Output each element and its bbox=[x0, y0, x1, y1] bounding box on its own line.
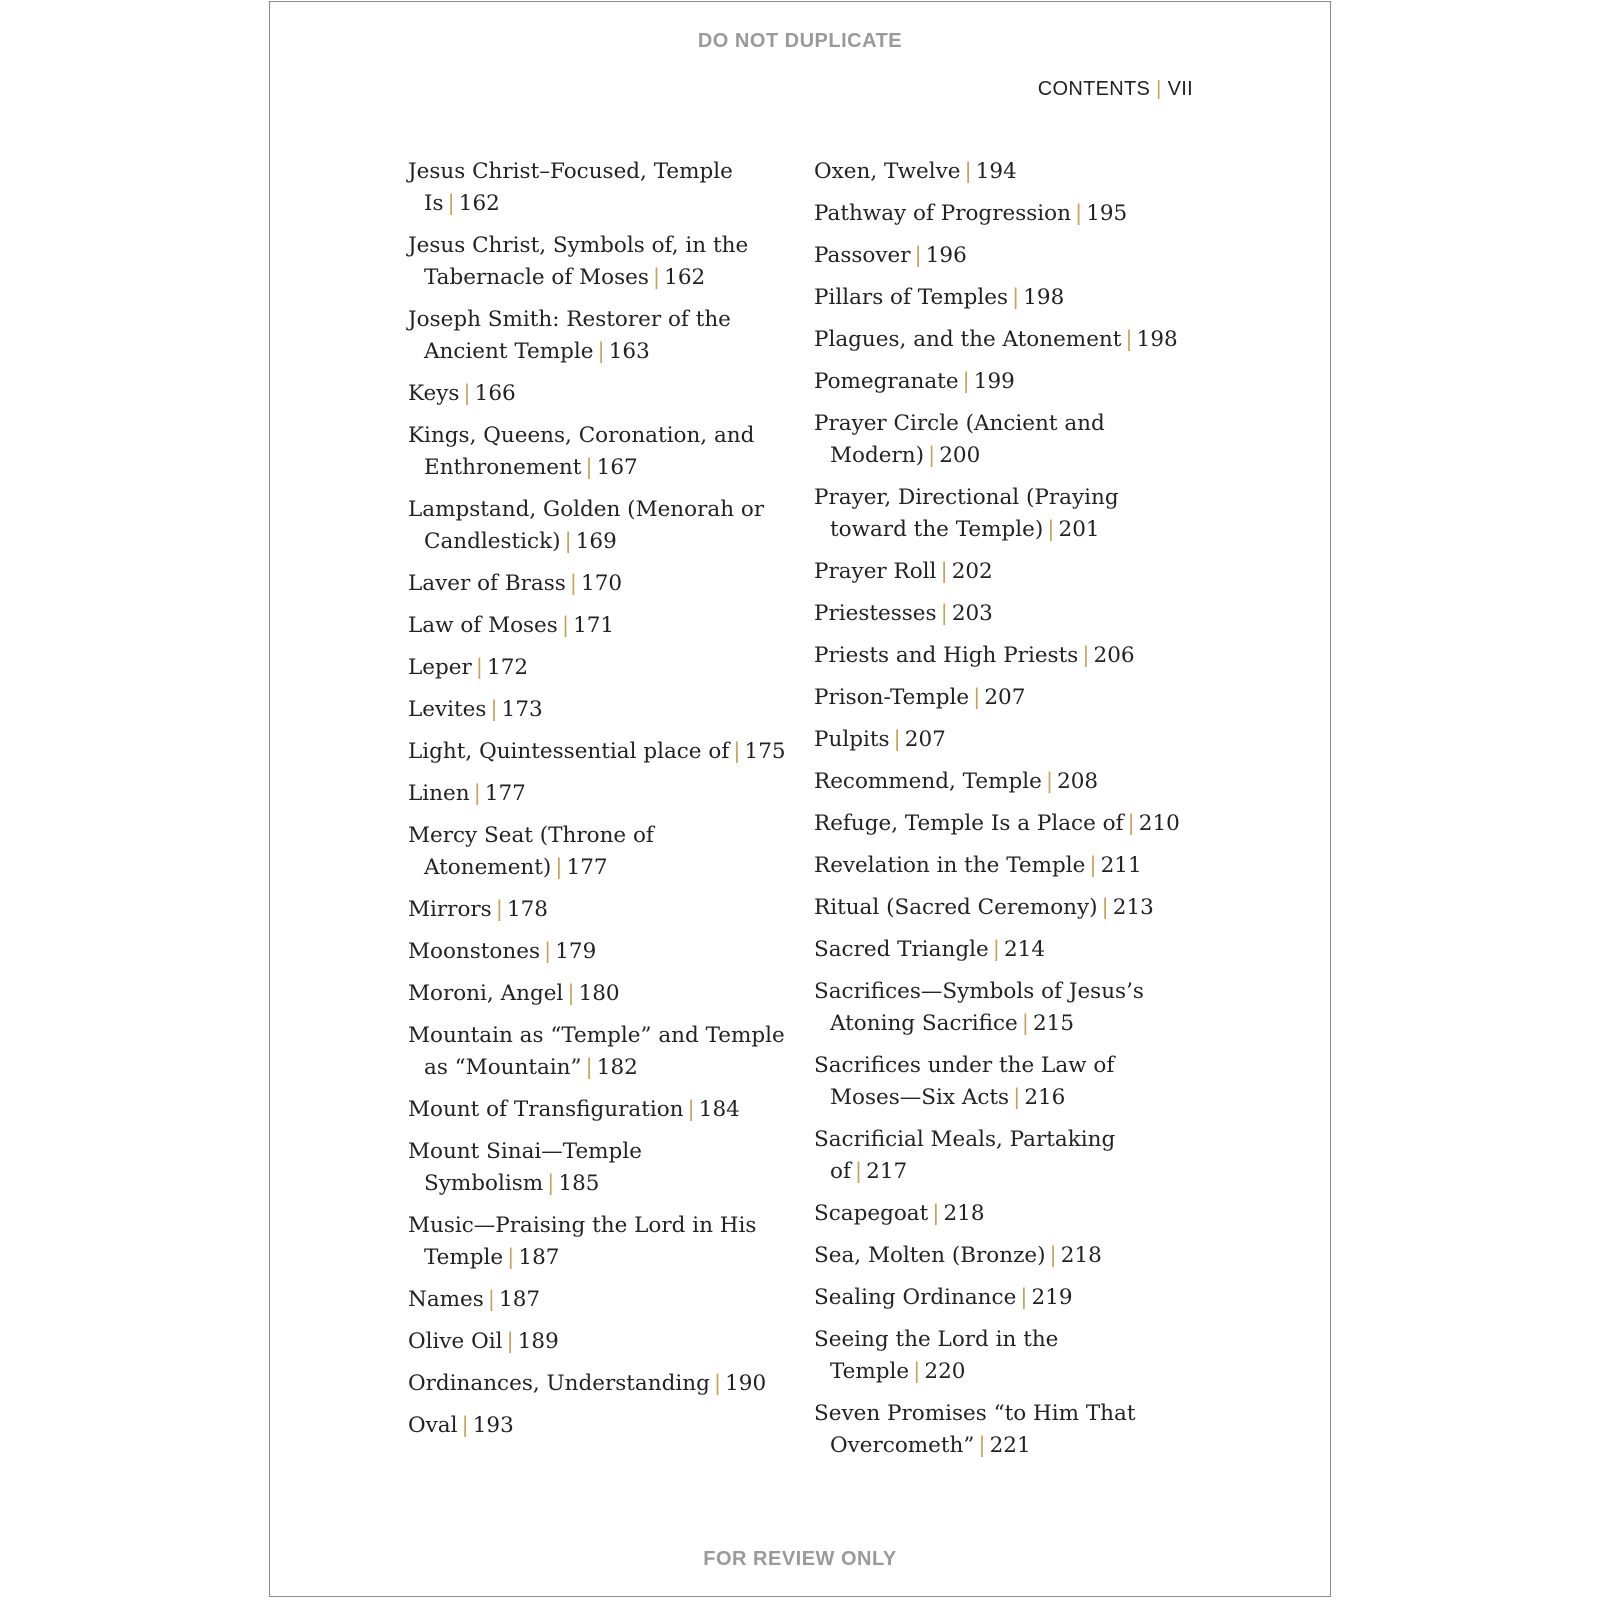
toc-entry-page: 173 bbox=[501, 697, 543, 722]
toc-entry-title: Music—Praising the Lord in His Temple bbox=[408, 1213, 757, 1270]
toc-entry bbox=[814, 724, 1184, 756]
toc-entry-title: Olive Oil bbox=[408, 1329, 503, 1354]
toc-entry-page: 166 bbox=[474, 381, 516, 406]
toc-entry-title: Sacrifices under the Law of Moses—Six Acts bbox=[814, 1053, 1115, 1110]
toc-entry-page: 175 bbox=[744, 739, 786, 764]
toc-entry-divider: | bbox=[561, 613, 570, 638]
toc-entry bbox=[408, 1094, 788, 1126]
watermark-bottom: FOR REVIEW ONLY bbox=[703, 1548, 897, 1570]
toc-entry bbox=[814, 1198, 1184, 1230]
contents-column-left bbox=[408, 156, 788, 1452]
toc-entry bbox=[408, 736, 788, 768]
toc-entry-divider: | bbox=[564, 529, 572, 554]
toc-entry bbox=[814, 1324, 1184, 1388]
toc-entry-title: Passover bbox=[814, 243, 911, 268]
toc-entry-title: Sea, Molten (Bronze) bbox=[814, 1243, 1046, 1268]
toc-entry-divider: | bbox=[1089, 853, 1097, 878]
toc-entry bbox=[814, 324, 1184, 356]
toc-entry-divider: | bbox=[507, 1245, 515, 1270]
toc-entry bbox=[408, 1284, 788, 1316]
toc-entry-page: 203 bbox=[951, 601, 993, 626]
toc-entry-title: Seeing the Lord in the Temple bbox=[814, 1327, 1059, 1384]
toc-entry-divider: | bbox=[854, 1159, 863, 1184]
toc-entry-title: Scapegoat bbox=[814, 1201, 929, 1226]
toc-entry bbox=[408, 420, 788, 484]
toc-entry bbox=[814, 682, 1184, 714]
toc-entry-divider: | bbox=[447, 191, 455, 216]
running-head bbox=[1038, 78, 1193, 101]
running-head-page: VII bbox=[1167, 78, 1193, 100]
toc-entry-divider: | bbox=[964, 159, 972, 184]
toc-entry-divider: | bbox=[547, 1171, 555, 1196]
toc-entry-page: 187 bbox=[518, 1245, 560, 1270]
toc-entry-page: 163 bbox=[608, 339, 650, 364]
toc-entry-page: 218 bbox=[943, 1201, 985, 1226]
toc-entry-page: 193 bbox=[472, 1413, 514, 1438]
toc-entry-page: 177 bbox=[484, 781, 526, 806]
toc-entry-page: 162 bbox=[458, 191, 500, 216]
toc-entry bbox=[814, 1050, 1184, 1114]
toc-entry bbox=[408, 1136, 788, 1200]
toc-entry-title: Keys bbox=[408, 381, 460, 406]
toc-entry-title: Plagues, and the Atonement bbox=[814, 327, 1122, 352]
toc-entry-page: 213 bbox=[1112, 895, 1154, 920]
toc-entry-title: Prayer Roll bbox=[814, 559, 937, 584]
toc-entry-page: 201 bbox=[1058, 517, 1100, 542]
toc-entry-title: Recommend, Temple bbox=[814, 769, 1042, 794]
toc-entry-page: 167 bbox=[596, 455, 638, 480]
toc-entry-divider: | bbox=[585, 1055, 593, 1080]
toc-entry-page: 202 bbox=[951, 559, 993, 584]
toc-entry-divider: | bbox=[978, 1433, 986, 1458]
toc-entry-title: Seven Promises “to Him That Overcometh” bbox=[814, 1401, 1136, 1458]
toc-entry-title: Jesus Christ–Focused, Temple Is bbox=[408, 159, 733, 216]
toc-entry-divider: | bbox=[597, 339, 605, 364]
toc-entry-divider: | bbox=[1074, 201, 1083, 226]
toc-entry-page: 208 bbox=[1057, 769, 1099, 794]
toc-entry-page: 221 bbox=[989, 1433, 1031, 1458]
toc-entry-title: Jesus Christ, Symbols of, in the Tabernacle of Moses bbox=[408, 233, 749, 290]
toc-entry-title: Moonstones bbox=[408, 939, 540, 964]
toc-entry bbox=[814, 1398, 1184, 1462]
toc-entry-title: Priestesses bbox=[814, 601, 937, 626]
toc-entry-divider: | bbox=[1127, 811, 1135, 836]
toc-entry-title: Laver of Brass bbox=[408, 571, 566, 596]
toc-entry bbox=[408, 778, 788, 810]
toc-entry-divider: | bbox=[914, 243, 922, 268]
toc-entry-divider: | bbox=[1045, 769, 1054, 794]
toc-entry bbox=[408, 652, 788, 684]
toc-entry bbox=[814, 282, 1184, 314]
toc-entry-divider: | bbox=[1013, 1085, 1021, 1110]
toc-entry-page: 217 bbox=[866, 1159, 908, 1184]
toc-entry-divider: | bbox=[913, 1359, 921, 1384]
toc-entry-title: Mount of Transfiguration bbox=[408, 1097, 684, 1122]
toc-entry-title: Sacrificial Meals, Partaking of bbox=[814, 1127, 1116, 1184]
toc-entry-divider: | bbox=[973, 685, 981, 710]
toc-entry-title: Joseph Smith: Restorer of the Ancient Temple bbox=[408, 307, 731, 364]
toc-entry bbox=[814, 934, 1184, 966]
toc-entry-page: 207 bbox=[984, 685, 1026, 710]
toc-entry-page: 178 bbox=[506, 897, 548, 922]
toc-entry-page: 200 bbox=[939, 443, 981, 468]
toc-entry bbox=[408, 820, 788, 884]
toc-entry-title: Refuge, Temple Is a Place of bbox=[814, 811, 1124, 836]
contents-column-right bbox=[814, 156, 1184, 1472]
toc-entry-page: 219 bbox=[1031, 1285, 1073, 1310]
toc-entry-divider: | bbox=[1101, 895, 1109, 920]
toc-entry bbox=[408, 156, 788, 220]
toc-entry-divider: | bbox=[893, 727, 901, 752]
toc-entry bbox=[408, 568, 788, 600]
toc-entry-title: Law of Moses bbox=[408, 613, 558, 638]
toc-entry-divider: | bbox=[475, 655, 484, 680]
toc-entry-title: Priests and High Priests bbox=[814, 643, 1079, 668]
toc-entry bbox=[814, 198, 1184, 230]
toc-entry-divider: | bbox=[652, 265, 661, 290]
toc-entry bbox=[814, 156, 1184, 188]
toc-entry-page: 177 bbox=[566, 855, 608, 880]
toc-entry-page: 198 bbox=[1023, 285, 1065, 310]
toc-entry-page: 207 bbox=[904, 727, 946, 752]
toc-entry bbox=[408, 936, 788, 968]
toc-entry bbox=[408, 894, 788, 926]
toc-entry-title: Sealing Ordinance bbox=[814, 1285, 1017, 1310]
toc-entry-title: Mountain as “Temple” and Temple as “Mountain” bbox=[408, 1023, 785, 1080]
toc-entry-title: Oxen, Twelve bbox=[814, 159, 961, 184]
toc-entry bbox=[814, 240, 1184, 272]
toc-entry bbox=[814, 850, 1184, 882]
toc-entry bbox=[814, 1282, 1184, 1314]
toc-entry bbox=[408, 230, 788, 294]
toc-entry-divider: | bbox=[1125, 327, 1133, 352]
toc-entry-title: Sacrifices—Symbols of Jesus’s Atoning Sacrifice bbox=[814, 979, 1144, 1036]
toc-entry-title: Leper bbox=[408, 655, 472, 680]
toc-entry-page: 172 bbox=[487, 655, 529, 680]
running-head-divider: | bbox=[1156, 78, 1162, 100]
toc-entry-page: 162 bbox=[664, 265, 706, 290]
toc-entry-page: 206 bbox=[1093, 643, 1135, 668]
toc-entry-divider: | bbox=[463, 381, 471, 406]
toc-entry-title: Prayer, Directional (Praying toward the Temple) bbox=[814, 485, 1119, 542]
toc-entry-divider: | bbox=[733, 739, 741, 764]
toc-entry-divider: | bbox=[1049, 1243, 1057, 1268]
toc-entry-divider: | bbox=[585, 455, 593, 480]
toc-entry-title: Ritual (Sacred Ceremony) bbox=[814, 895, 1098, 920]
toc-entry-page: 190 bbox=[725, 1371, 767, 1396]
toc-entry bbox=[408, 1210, 788, 1274]
toc-entry-page: 189 bbox=[517, 1329, 559, 1354]
toc-entry-divider: | bbox=[495, 897, 503, 922]
toc-entry bbox=[408, 694, 788, 726]
toc-entry-title: Prayer Circle (Ancient and Modern) bbox=[814, 411, 1105, 468]
toc-entry bbox=[408, 494, 788, 558]
toc-entry bbox=[814, 808, 1184, 840]
toc-entry-title: Kings, Queens, Coronation, and Enthronement bbox=[408, 423, 755, 480]
toc-entry-page: 179 bbox=[555, 939, 597, 964]
toc-entry-title: Moroni, Angel bbox=[408, 981, 564, 1006]
toc-entry-divider: | bbox=[461, 1413, 469, 1438]
toc-entry bbox=[814, 1240, 1184, 1272]
book-page bbox=[269, 1, 1331, 1597]
toc-entry bbox=[814, 598, 1184, 630]
toc-entry-divider: | bbox=[506, 1329, 514, 1354]
toc-entry bbox=[408, 378, 788, 410]
toc-entry bbox=[814, 766, 1184, 798]
toc-entry-title: Mount Sinai—Temple Symbolism bbox=[408, 1139, 642, 1196]
toc-entry-divider: | bbox=[567, 981, 575, 1006]
toc-entry-divider: | bbox=[940, 559, 948, 584]
toc-entry-divider: | bbox=[962, 369, 970, 394]
toc-entry-divider: | bbox=[1021, 1011, 1029, 1036]
toc-entry bbox=[814, 482, 1184, 546]
toc-entry-title: Sacred Triangle bbox=[814, 937, 989, 962]
toc-entry-page: 171 bbox=[573, 613, 615, 638]
toc-entry-title: Pulpits bbox=[814, 727, 890, 752]
toc-entry-divider: | bbox=[992, 937, 1000, 962]
toc-entry-divider: | bbox=[1047, 517, 1055, 542]
toc-entry-page: 216 bbox=[1024, 1085, 1066, 1110]
toc-entry-divider: | bbox=[473, 781, 481, 806]
toc-entry-divider: | bbox=[569, 571, 578, 596]
toc-entry-divider: | bbox=[555, 855, 563, 880]
toc-entry-divider: | bbox=[1082, 643, 1090, 668]
toc-entry-divider: | bbox=[932, 1201, 940, 1226]
toc-entry-title: Mirrors bbox=[408, 897, 492, 922]
toc-entry-page: 210 bbox=[1138, 811, 1180, 836]
toc-entry bbox=[814, 892, 1184, 924]
toc-entry-page: 182 bbox=[596, 1055, 638, 1080]
toc-entry-title: Pomegranate bbox=[814, 369, 959, 394]
toc-entry-title: Mercy Seat (Throne of Atonement) bbox=[408, 823, 654, 880]
toc-entry-page: 215 bbox=[1033, 1011, 1075, 1036]
toc-entry-title: Lampstand, Golden (Menorah or Candlestick) bbox=[408, 497, 765, 554]
toc-entry-divider: | bbox=[940, 601, 948, 626]
toc-entry-title: Names bbox=[408, 1287, 484, 1312]
toc-entry bbox=[408, 1410, 788, 1442]
toc-entry-title: Revelation in the Temple bbox=[814, 853, 1086, 878]
toc-entry-page: 198 bbox=[1136, 327, 1178, 352]
toc-entry-page: 211 bbox=[1100, 853, 1142, 878]
toc-entry-divider: | bbox=[487, 1287, 496, 1312]
toc-entry bbox=[814, 366, 1184, 398]
toc-entry-divider: | bbox=[543, 939, 552, 964]
toc-entry-page: 184 bbox=[698, 1097, 740, 1122]
toc-entry-page: 220 bbox=[924, 1359, 966, 1384]
toc-entry-divider: | bbox=[713, 1371, 722, 1396]
toc-entry-divider: | bbox=[927, 443, 936, 468]
toc-entry bbox=[408, 978, 788, 1010]
toc-entry bbox=[408, 304, 788, 368]
toc-entry-title: Pathway of Progression bbox=[814, 201, 1071, 226]
toc-entry-title: Pillars of Temples bbox=[814, 285, 1008, 310]
toc-entry bbox=[814, 556, 1184, 588]
toc-entry-title: Linen bbox=[408, 781, 470, 806]
toc-entry-divider: | bbox=[1020, 1285, 1028, 1310]
toc-entry-page: 187 bbox=[499, 1287, 541, 1312]
toc-entry-divider: | bbox=[490, 697, 498, 722]
toc-entry bbox=[408, 1368, 788, 1400]
toc-entry-page: 185 bbox=[558, 1171, 600, 1196]
toc-entry bbox=[814, 1124, 1184, 1188]
toc-entry-page: 194 bbox=[975, 159, 1017, 184]
toc-entry bbox=[814, 408, 1184, 472]
running-head-label: CONTENTS bbox=[1037, 78, 1151, 100]
toc-entry-divider: | bbox=[687, 1097, 695, 1122]
toc-entry bbox=[814, 976, 1184, 1040]
toc-entry-page: 170 bbox=[581, 571, 623, 596]
toc-entry-title: Ordinances, Understanding bbox=[408, 1371, 710, 1396]
toc-entry-page: 218 bbox=[1060, 1243, 1102, 1268]
toc-entry-page: 169 bbox=[575, 529, 617, 554]
toc-entry bbox=[408, 1020, 788, 1084]
toc-entry-title: Oval bbox=[408, 1413, 458, 1438]
toc-entry-title: Light, Quintessential place of bbox=[408, 739, 730, 764]
toc-entry bbox=[408, 1326, 788, 1358]
toc-entry bbox=[408, 610, 788, 642]
toc-entry bbox=[814, 640, 1184, 672]
toc-entry-divider: | bbox=[1011, 285, 1020, 310]
toc-entry-page: 196 bbox=[925, 243, 967, 268]
toc-entry-page: 199 bbox=[973, 369, 1015, 394]
toc-entry-title: Prison-Temple bbox=[814, 685, 970, 710]
toc-entry-page: 214 bbox=[1003, 937, 1046, 962]
toc-entry-page: 180 bbox=[578, 981, 620, 1006]
toc-entry-page: 195 bbox=[1086, 201, 1128, 226]
toc-entry-title: Levites bbox=[408, 697, 487, 722]
watermark-top: DO NOT DUPLICATE bbox=[697, 30, 903, 52]
